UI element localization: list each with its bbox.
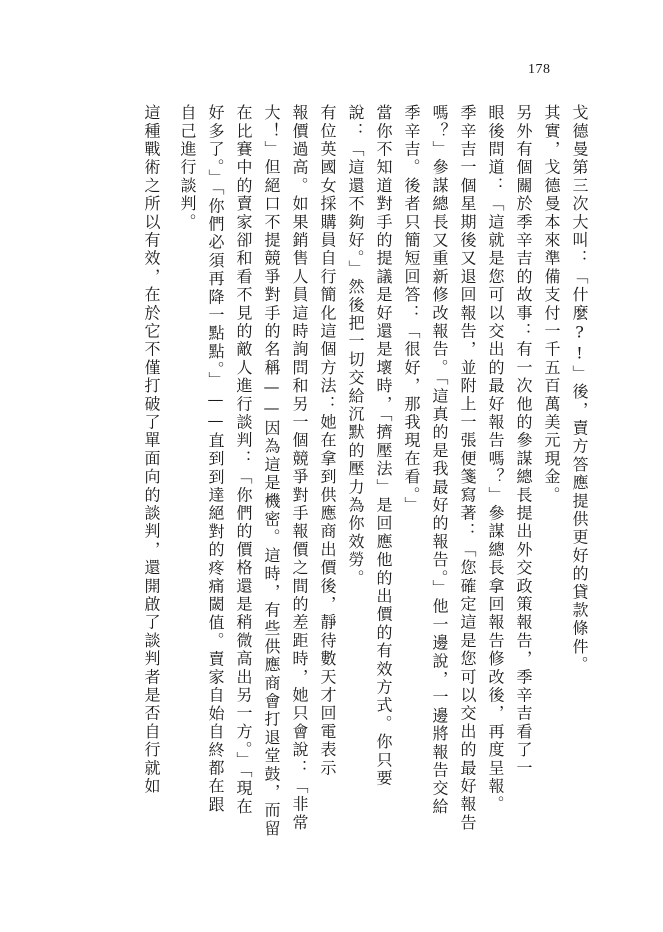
- text-column: 好多了。」「你們必須再降一點點。」——直到到達絕對的疼痛閾值。賣家自始自終都在跟: [206, 104, 225, 814]
- text-column: 另外有個關於季辛吉的故事：有一次他的參謀總長提出外交政策報告，季辛吉看了一: [514, 104, 533, 778]
- page-number: 178: [528, 62, 551, 77]
- text-column: 當你不知道對手的提議是好還是壞時，「擠壓法」是回應他的出價的有效方式。你只要: [374, 104, 393, 788]
- text-column: 報價過高。如果銷售人員這時詢問和另一個競爭對手報價之間的差距時，她只會說：「非常: [290, 104, 309, 832]
- text-column: 說：「這還不夠好。」然後把一切交給沉默的壓力為你效勞。: [346, 104, 365, 588]
- text-column: 其實，戈德曼本來準備支付一千五百萬美元現金。: [542, 104, 561, 505]
- text-column: 在比賽中的賣家卻和看不見的敵人進行談判：「你們的價格還是稍微高出另一方。」「現在: [234, 104, 253, 816]
- text-column: 戈德曼第三次大叫：「什麼?!」後，賣方答應提供更好的貸款條件。: [570, 104, 589, 675]
- text-column: 這種戰術之所以有效，在於它不僅打破了單面向的談判，還開啟了談判者是否自行就如: [142, 104, 161, 796]
- text-column: 季辛吉。後者只簡短回答：「很好，那我現在看。」: [402, 104, 421, 515]
- text-column: 有位英國女採購員自行簡化這個方法：她在拿到供應商出價後，靜待數天才回電表示: [318, 104, 337, 778]
- text-column: 自己進行談判。: [178, 104, 197, 232]
- text-column: 嗎？」參謀總長又重新修改報告。「這真的是我最好的報告。」他一邊說，一邊將報告交給: [430, 104, 449, 816]
- paragraph-gap: [165, 104, 173, 864]
- text-column: 眼後問道：「這就是您可以交出的最好報告嗎？」參謀總長拿回報告修改後，再度呈報。: [486, 104, 505, 814]
- text-column: 季辛吉一個星期後又退回報告，並附上一張便箋寫著：「您確定這是您可以交出的最好報告: [458, 104, 477, 832]
- text-column: 大！」但絕口不提競爭對手的名稱——因為這是機密。這時，有些供應商會打退堂鼓，而留: [262, 104, 281, 838]
- vertical-text-body: [137, 104, 593, 864]
